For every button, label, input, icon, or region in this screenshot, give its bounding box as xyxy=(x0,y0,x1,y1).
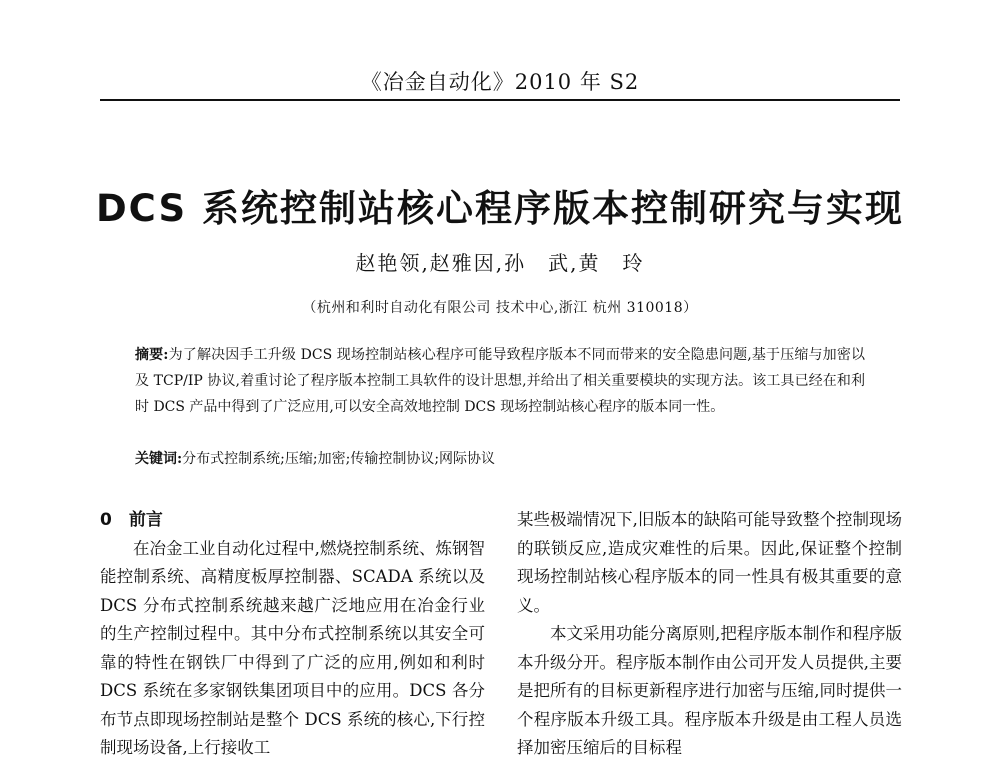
right-column xyxy=(517,506,902,763)
right-paragraph-2: 本文采用功能分离原则,把程序版本制作和程序版本升级分开。程序版本制作由公司开发人员提供,主要是把所有的目标更新程序进行加密与压缩,同时提供一个程序版本升级工具。程序版本升级是由工程人员选择加密压缩后的目标程 xyxy=(517,624,902,757)
abstract xyxy=(135,342,865,420)
left-column xyxy=(100,506,485,763)
paper-title: DCS 系统控制站核心程序版本控制研究与实现 xyxy=(95,187,905,230)
keywords-label: 关键词: xyxy=(135,451,183,467)
header-rule xyxy=(100,99,900,101)
section-heading: 0 前言 xyxy=(100,510,163,530)
right-paragraph-1: 某些极端情况下,旧版本的缺陷可能导致整个控制现场的联锁反应,造成灾难性的后果。因此,保证整个控制现场控制站核心程序版本的同一性具有极其重要的意义。 xyxy=(517,510,902,615)
keywords-text: 分布式控制系统;压缩;加密;传输控制协议;网际协议 xyxy=(182,451,496,467)
left-paragraph: 在冶金工业自动化过程中,燃烧控制系统、炼钢智能控制系统、高精度板厚控制器、SCADA 系统以及 DCS 分布式控制系统越来越广泛地应用在冶金行业的生产控制过程中。其中分布式控制系统以其安全可靠的特性在钢铁厂中得到了广泛的应用,例如和利时 DCS 系统在多家钢铁集团项目中的应用。DCS 各分布节点即现场控制站是整个 DCS 系统的核心,下行控制现场设备,上行接收工 xyxy=(100,538,485,757)
affiliation: （杭州和利时自动化有限公司 技术中心,浙江 杭州 310018） xyxy=(302,300,698,316)
journal-header: 《冶金自动化》2010 年 S2 xyxy=(360,70,640,94)
keywords xyxy=(135,446,865,472)
abstract-text: 为了解决因手工升级 DCS 现场控制站核心程序可能导致程序版本不同而带来的安全隐患问题,基于压缩与加密以及 TCP/IP 协议,着重讨论了程序版本控制工具软件的设计思想,并给出了相关重要模块的实现方法。该工具已经在和利时 DCS 产品中得到了广泛应用,可以安全高效地控制 DCS 现场控制站核心程序的版本同一性。 xyxy=(135,347,865,415)
abstract-label: 摘要: xyxy=(135,347,169,363)
authors: 赵艳领,赵雅因,孙 武,黄 玲 xyxy=(355,251,645,275)
